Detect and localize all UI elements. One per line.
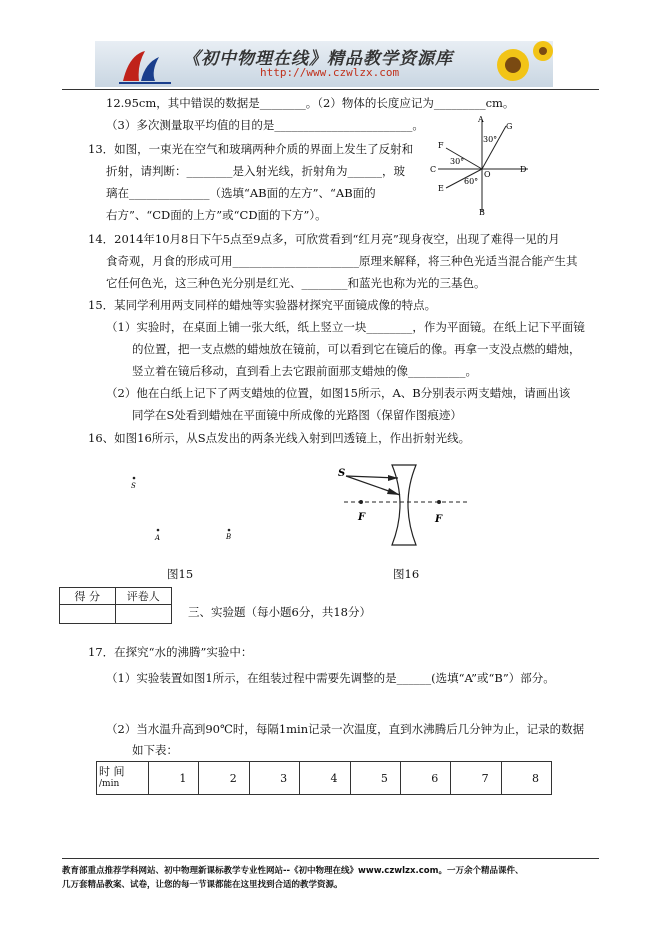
banner-title: 《初中物理在线》精品教学资源库 bbox=[183, 49, 453, 69]
table-cell-7: 7 bbox=[451, 762, 501, 795]
q13-line4: 右方”、“CD面的上方”或“CD面的下方”）。 bbox=[106, 208, 327, 222]
logo-icon bbox=[115, 45, 175, 85]
q13-line3: 璃在______________（选填“AB面的左方”、“AB面的 bbox=[106, 186, 376, 200]
table-cell-3: 3 bbox=[249, 762, 299, 795]
fig16-label-F-right: F bbox=[435, 514, 443, 525]
q17-line4: 如下表： bbox=[132, 743, 178, 757]
q12-line2: （3）多次测量取平均值的目的是________________________。 bbox=[106, 118, 424, 132]
q13-line1: 13．如图，一束光在空气和玻璃两种介质的界面上发生了反射和 bbox=[88, 142, 414, 156]
fig15-label-S: S bbox=[131, 482, 136, 490]
q14-line2: 食奇观，月食的形成可用______________________原理来解释，将三种色光适当混合能产生其 bbox=[106, 254, 578, 268]
figure-13-diagram bbox=[428, 112, 532, 216]
fig16-label-F-left: F bbox=[358, 512, 366, 523]
label-B: B bbox=[479, 208, 485, 216]
footer-line1: 教育部重点推荐学科网站、初中物理新课标教学专业性网站--《初中物理在线》www.czwlzx.com。一万余个精品课件、 bbox=[62, 866, 524, 876]
q13-line2: 折射，请判断：________是入射光线，折射角为______，玻 bbox=[106, 164, 405, 178]
fig16-label-S: S bbox=[338, 468, 346, 479]
q17-line3: （2）当水温升高到90℃时，每隔1min记录一次温度，直到水沸腾后几分钟为止，记录的数据 bbox=[106, 722, 585, 736]
q14-line1: 14．2014年10月8日下午5点至9点多，可欣赏看到“红月亮”现身夜空，出现了难得一见的月 bbox=[88, 232, 560, 246]
label-O: O bbox=[484, 170, 491, 179]
score-box bbox=[59, 587, 172, 624]
label-A: A bbox=[478, 115, 484, 124]
section-3-heading: 三、实验题（每小题6分，共18分） bbox=[188, 605, 371, 619]
grader-label: 评卷人 bbox=[115, 588, 172, 605]
label-D: D bbox=[520, 165, 527, 174]
label-E: E bbox=[438, 184, 444, 193]
q15-line6: 同学在S处看到蜡烛在平面镜中所成像的光路图（保留作图痕迹） bbox=[132, 408, 462, 422]
angle-30-top: 30° bbox=[483, 135, 498, 144]
q17-line2: （1）实验装置如图1所示，在组装过程中需要先调整的是______(选填“A”或“B”）部分。 bbox=[106, 671, 555, 685]
label-G: G bbox=[506, 122, 513, 131]
q16-line1: 16、如图16所示，从S点发出的两条光线入射到凹透镜上，作出折射光线。 bbox=[88, 431, 471, 445]
table-cell-1: 1 bbox=[149, 762, 199, 795]
table-header-time bbox=[97, 762, 149, 795]
q12-line1: 12.95cm，其中错误的数据是________。（2）物体的长度应记为_________cm。 bbox=[106, 96, 515, 110]
table-header-line2: /min bbox=[99, 779, 120, 789]
footer-line2: 几万套精品教案、试卷，让您的每一节课都能在这里找到合适的教学资源。 bbox=[62, 880, 343, 890]
q15-line2: （1）实验时，在桌面上铺一张大纸，纸上竖立一块________，作为平面镜。在纸上记下平面镜 bbox=[106, 320, 585, 334]
score-cell bbox=[60, 605, 116, 624]
figure-16-caption: 图16 bbox=[393, 567, 420, 581]
q15-line5: （2）他在白纸上记下了两支蜡烛的位置，如图15所示，A、B分别表示两支蜡烛，请画出该 bbox=[106, 386, 571, 400]
fig15-label-B: B bbox=[226, 533, 232, 541]
q15-line1: 15．某同学利用两支同样的蜡烛等实验器材探究平面镜成像的特点。 bbox=[88, 298, 437, 312]
q17-line1: 17．在探究“水的沸腾”实验中： bbox=[88, 645, 253, 659]
header-banner bbox=[95, 41, 553, 87]
fig15-label-A: A bbox=[155, 534, 161, 542]
header-rule bbox=[62, 89, 599, 90]
grader-cell bbox=[115, 605, 172, 624]
figure-15-caption: 图15 bbox=[167, 567, 194, 581]
score-label: 得 分 bbox=[60, 588, 116, 605]
footer-rule bbox=[62, 858, 599, 859]
table-cell-5: 5 bbox=[350, 762, 400, 795]
table-cell-6: 6 bbox=[400, 762, 450, 795]
q15-line3: 的位置，把一支点燃的蜡烛放在镜前，可以看到它在镜后的像。再拿一支没点燃的蜡烛， bbox=[132, 342, 581, 356]
sunflower-icon bbox=[473, 41, 553, 87]
table-cell-4: 4 bbox=[300, 762, 350, 795]
q15-line4: 竖立着在镜后移动，直到看上去它跟前面那支蜡烛的像__________。 bbox=[132, 364, 477, 378]
q14-line3: 它任何色光，这三种色光分别是红光、________和蓝光也称为光的三基色。 bbox=[106, 276, 486, 290]
angle-30-left: 30° bbox=[450, 157, 465, 166]
figure-16-diagram bbox=[330, 462, 480, 552]
label-F: F bbox=[438, 141, 444, 150]
figure-15-diagram bbox=[125, 470, 245, 545]
boiling-data-table bbox=[96, 761, 552, 795]
label-C: C bbox=[430, 165, 437, 174]
table-cell-2: 2 bbox=[199, 762, 249, 795]
angle-60: 60° bbox=[464, 177, 479, 186]
table-cell-8: 8 bbox=[501, 762, 551, 795]
banner-url: http://www.czwlzx.com bbox=[260, 66, 400, 79]
table-header-line1: 时 间 bbox=[99, 765, 125, 778]
